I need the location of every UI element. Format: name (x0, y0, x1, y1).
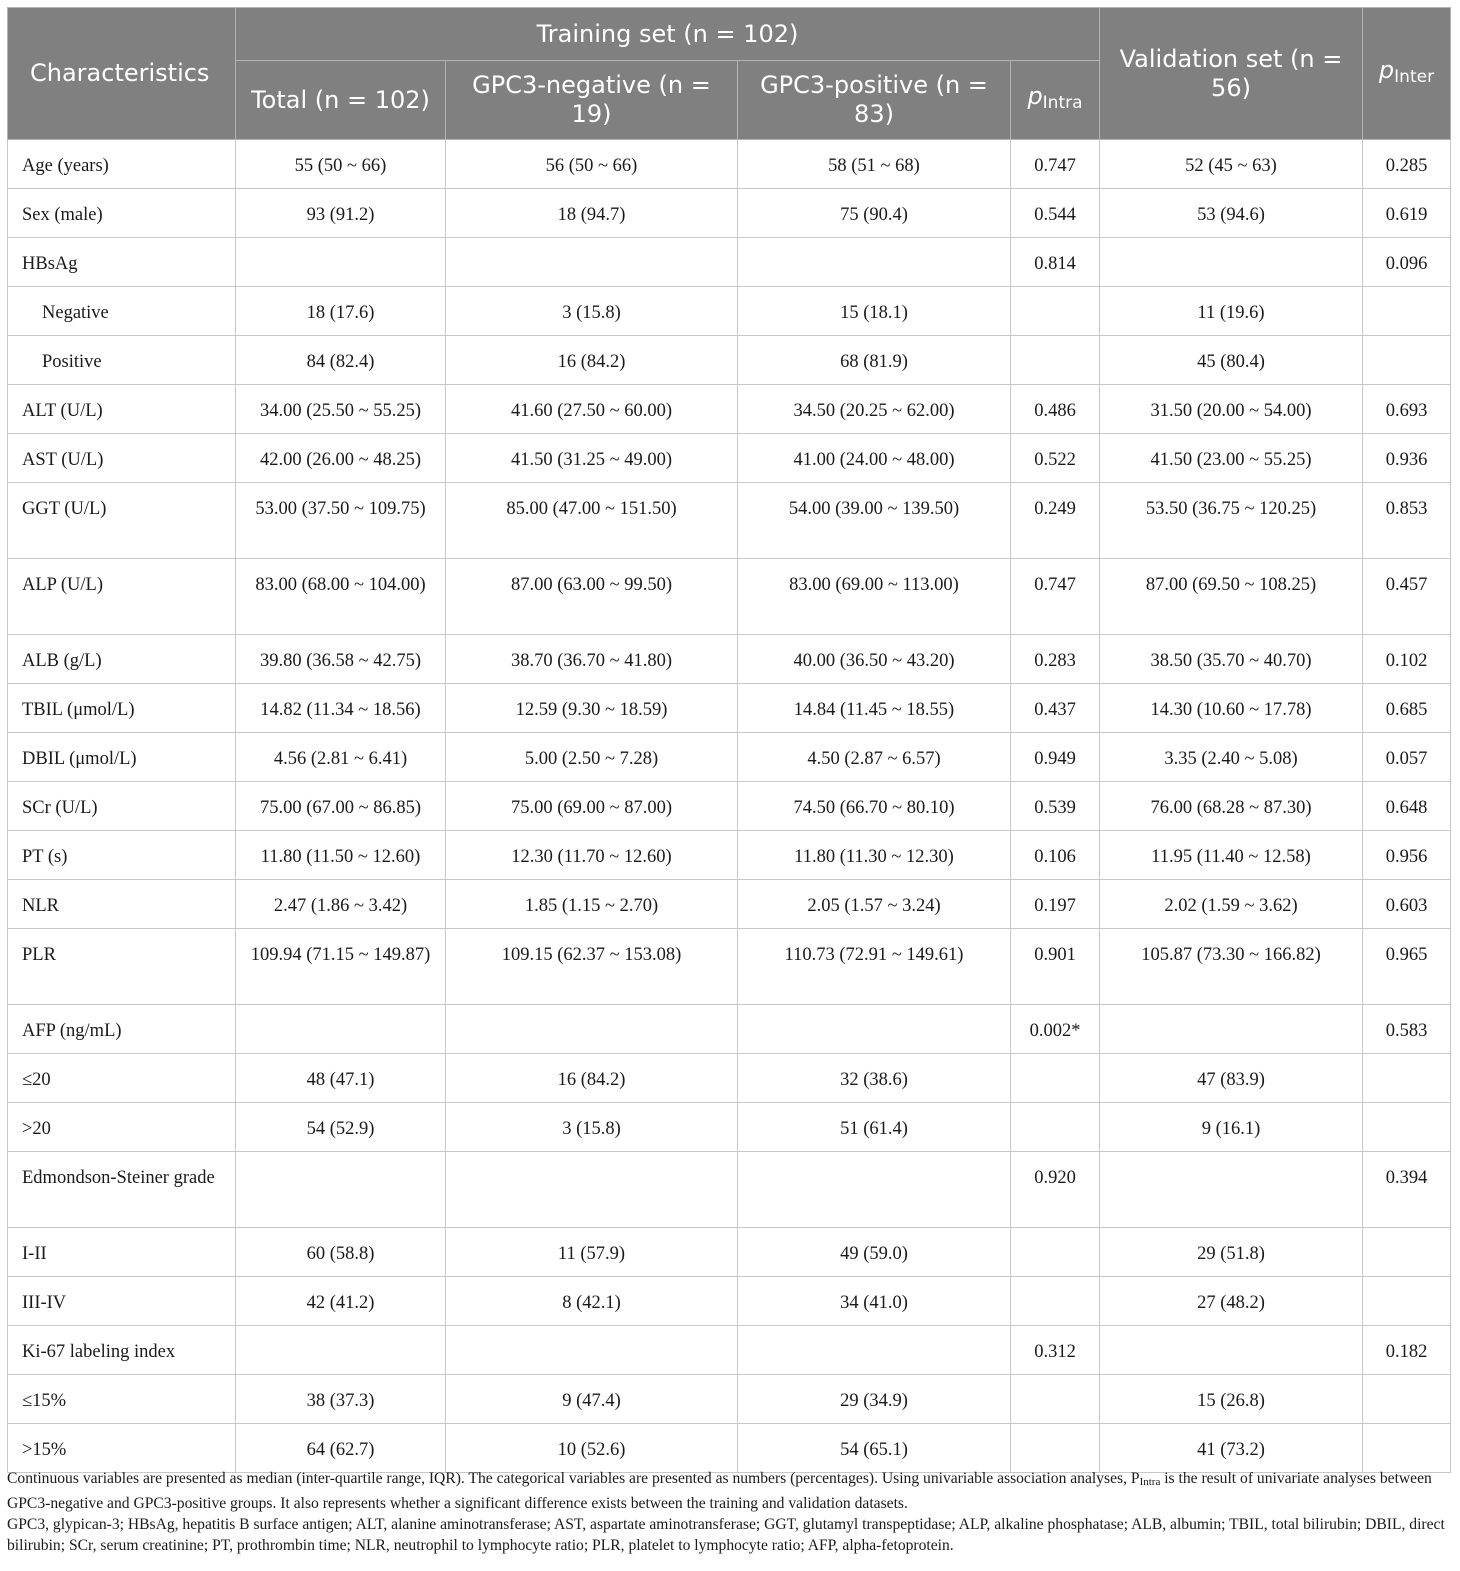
cell-p-intra: 0.486 (1011, 385, 1100, 434)
cell-gpc3-negative: 8 (42.1) (446, 1277, 738, 1326)
cell-p-inter: 0.648 (1363, 782, 1451, 831)
cell-gpc3-negative: 3 (15.8) (446, 287, 738, 336)
cell-gpc3-negative: 56 (50 ~ 66) (446, 140, 738, 189)
cell-total: 38 (37.3) (236, 1375, 446, 1424)
footnote-2: GPC3, glypican-3; HBsAg, hepatitis B surface antigen; ALT, alanine aminotransferase; AST, aspartate aminotransferase; GGT, glutamyl transpeptidase; ALP, alkaline phosphatase; ALB, albumin; TBIL, total bilirubin; DBIL, direct bilirubin; SCr, serum creatinine; PT, prothrombin time; NLR, neutrophil to lymphocyte ratio; PLR, platelet to lymphocyte ratio; AFP, alpha-fetoprotein. (7, 1516, 1445, 1554)
table-row (8, 287, 1451, 336)
row-label: Negative (8, 287, 236, 336)
cell-gpc3-negative: 1.85 (1.15 ~ 2.70) (446, 880, 738, 929)
cell-p-intra (1011, 1277, 1100, 1326)
cell-gpc3-positive: 54 (65.1) (738, 1424, 1011, 1473)
cell-p-intra: 0.106 (1011, 831, 1100, 880)
cell-total: 53.00 (37.50 ~ 109.75) (236, 483, 446, 559)
cell-validation: 9 (16.1) (1100, 1103, 1363, 1152)
cell-total: 11.80 (11.50 ~ 12.60) (236, 831, 446, 880)
cell-gpc3-positive: 49 (59.0) (738, 1228, 1011, 1277)
cell-p-intra: 0.747 (1011, 140, 1100, 189)
cell-validation: 52 (45 ~ 63) (1100, 140, 1363, 189)
row-label: ALP (U/L) (8, 559, 236, 635)
cell-p-intra: 0.437 (1011, 684, 1100, 733)
cell-validation: 76.00 (68.28 ~ 87.30) (1100, 782, 1363, 831)
cell-p-inter (1363, 1103, 1451, 1152)
header-p-intra (1011, 61, 1100, 140)
cell-p-intra: 0.901 (1011, 929, 1100, 1005)
cell-total: 60 (58.8) (236, 1228, 446, 1277)
footnote-1-sub: Intra (1139, 1476, 1161, 1488)
cell-total: 109.94 (71.15 ~ 149.87) (236, 929, 446, 1005)
row-label: ≤15% (8, 1375, 236, 1424)
table-row (8, 1277, 1451, 1326)
table-row (8, 483, 1451, 559)
cell-gpc3-positive: 34 (41.0) (738, 1277, 1011, 1326)
cell-gpc3-positive: 32 (38.6) (738, 1054, 1011, 1103)
cell-p-inter: 0.057 (1363, 733, 1451, 782)
cell-p-intra: 0.312 (1011, 1326, 1100, 1375)
cell-total: 34.00 (25.50 ~ 55.25) (236, 385, 446, 434)
p-letter: p (1378, 55, 1395, 84)
cell-p-intra: 0.920 (1011, 1152, 1100, 1228)
row-label: DBIL (μmol/L) (8, 733, 236, 782)
cell-p-inter: 0.096 (1363, 238, 1451, 287)
footnote-1-text-a: Continuous variables are presented as median (inter-quartile range, IQR). The categorical variables are presented as numbers (percentages). Using univariable association analyses, P (7, 1470, 1140, 1487)
row-label: PT (s) (8, 831, 236, 880)
table-row (8, 1375, 1451, 1424)
cell-p-intra: 0.949 (1011, 733, 1100, 782)
cell-p-intra: 0.539 (1011, 782, 1100, 831)
cell-p-inter: 0.394 (1363, 1152, 1451, 1228)
cell-total (236, 1152, 446, 1228)
cell-total: 48 (47.1) (236, 1054, 446, 1103)
cell-p-inter (1363, 1277, 1451, 1326)
cell-gpc3-negative: 11 (57.9) (446, 1228, 738, 1277)
cell-gpc3-positive: 74.50 (66.70 ~ 80.10) (738, 782, 1011, 831)
row-label: >20 (8, 1103, 236, 1152)
cell-gpc3-positive: 15 (18.1) (738, 287, 1011, 336)
table-row (8, 1103, 1451, 1152)
cell-validation: 53 (94.6) (1100, 189, 1363, 238)
cell-total: 14.82 (11.34 ~ 18.56) (236, 684, 446, 733)
table-row (8, 880, 1451, 929)
table-row (8, 336, 1451, 385)
cell-gpc3-negative (446, 1326, 738, 1375)
cell-gpc3-positive: 11.80 (11.30 ~ 12.30) (738, 831, 1011, 880)
row-label: ≤20 (8, 1054, 236, 1103)
cell-validation: 27 (48.2) (1100, 1277, 1363, 1326)
row-label: Positive (8, 336, 236, 385)
cell-total: 54 (52.9) (236, 1103, 446, 1152)
row-label: ALB (g/L) (8, 635, 236, 684)
cell-p-inter: 0.182 (1363, 1326, 1451, 1375)
table-row (8, 1152, 1451, 1228)
table-row (8, 733, 1451, 782)
cell-validation: 11 (19.6) (1100, 287, 1363, 336)
cell-total: 39.80 (36.58 ~ 42.75) (236, 635, 446, 684)
cell-gpc3-negative: 85.00 (47.00 ~ 151.50) (446, 483, 738, 559)
row-label: AFP (ng/mL) (8, 1005, 236, 1054)
cell-p-intra (1011, 1424, 1100, 1473)
cell-p-intra: 0.283 (1011, 635, 1100, 684)
cell-validation: 15 (26.8) (1100, 1375, 1363, 1424)
cell-gpc3-negative: 109.15 (62.37 ~ 153.08) (446, 929, 738, 1005)
table-container (7, 7, 1450, 1473)
table-row (8, 929, 1451, 1005)
row-label: NLR (8, 880, 236, 929)
row-label: GGT (U/L) (8, 483, 236, 559)
table-row (8, 782, 1451, 831)
cell-p-inter (1363, 1424, 1451, 1473)
cell-p-inter: 0.965 (1363, 929, 1451, 1005)
cell-p-intra (1011, 1228, 1100, 1277)
cell-p-intra (1011, 1375, 1100, 1424)
cell-gpc3-positive (738, 238, 1011, 287)
p-inter-sub: Inter (1394, 66, 1435, 87)
cell-p-inter (1363, 336, 1451, 385)
cell-p-inter: 0.936 (1363, 434, 1451, 483)
cell-validation: 105.87 (73.30 ~ 166.82) (1100, 929, 1363, 1005)
cell-total (236, 1005, 446, 1054)
cell-gpc3-negative: 10 (52.6) (446, 1424, 738, 1473)
header-gpc3-positive: GPC3-positive (n = 83) (738, 61, 1011, 140)
p-intra-sub: Intra (1042, 93, 1083, 113)
table-row (8, 1326, 1451, 1375)
cell-total: 2.47 (1.86 ~ 3.42) (236, 880, 446, 929)
cell-validation: 11.95 (11.40 ~ 12.58) (1100, 831, 1363, 880)
row-label: Age (years) (8, 140, 236, 189)
cell-gpc3-negative (446, 1005, 738, 1054)
cell-gpc3-positive: 68 (81.9) (738, 336, 1011, 385)
cell-gpc3-negative: 41.60 (27.50 ~ 60.00) (446, 385, 738, 434)
footnote-1-text-b: is the result of univariate analyses between GPC3-negative and GPC3-positive groups. It also represents whether a significant difference exists between the training and validation datasets. (7, 1470, 1432, 1512)
row-label: Edmondson-Steiner grade (8, 1152, 236, 1228)
cell-validation (1100, 1152, 1363, 1228)
cell-p-inter: 0.583 (1363, 1005, 1451, 1054)
cell-gpc3-positive: 14.84 (11.45 ~ 18.55) (738, 684, 1011, 733)
cell-p-intra: 0.814 (1011, 238, 1100, 287)
header-training-set: Training set (n = 102) (236, 8, 1100, 61)
table-footnotes (7, 1468, 1453, 1556)
cell-gpc3-negative: 3 (15.8) (446, 1103, 738, 1152)
cell-total: 84 (82.4) (236, 336, 446, 385)
cell-total: 64 (62.7) (236, 1424, 446, 1473)
table-row (8, 635, 1451, 684)
cell-gpc3-negative: 12.59 (9.30 ~ 18.59) (446, 684, 738, 733)
row-label: TBIL (μmol/L) (8, 684, 236, 733)
cell-validation: 31.50 (20.00 ~ 54.00) (1100, 385, 1363, 434)
cell-gpc3-positive (738, 1152, 1011, 1228)
cell-validation: 45 (80.4) (1100, 336, 1363, 385)
cell-total (236, 238, 446, 287)
cell-validation: 14.30 (10.60 ~ 17.78) (1100, 684, 1363, 733)
cell-validation: 3.35 (2.40 ~ 5.08) (1100, 733, 1363, 782)
cell-gpc3-positive: 41.00 (24.00 ~ 48.00) (738, 434, 1011, 483)
cell-validation: 29 (51.8) (1100, 1228, 1363, 1277)
cell-p-intra (1011, 1103, 1100, 1152)
cell-gpc3-positive: 2.05 (1.57 ~ 3.24) (738, 880, 1011, 929)
cell-total: 4.56 (2.81 ~ 6.41) (236, 733, 446, 782)
cell-p-inter: 0.285 (1363, 140, 1451, 189)
cell-gpc3-negative: 9 (47.4) (446, 1375, 738, 1424)
cell-gpc3-negative: 18 (94.7) (446, 189, 738, 238)
table-row (8, 1228, 1451, 1277)
cell-validation (1100, 1005, 1363, 1054)
cell-gpc3-negative: 41.50 (31.25 ~ 49.00) (446, 434, 738, 483)
cell-validation: 47 (83.9) (1100, 1054, 1363, 1103)
row-label: ALT (U/L) (8, 385, 236, 434)
cell-p-inter (1363, 1375, 1451, 1424)
footnote-1 (7, 1468, 1453, 1514)
cell-p-inter: 0.685 (1363, 684, 1451, 733)
cell-gpc3-positive: 40.00 (36.50 ~ 43.20) (738, 635, 1011, 684)
cell-gpc3-negative: 5.00 (2.50 ~ 7.28) (446, 733, 738, 782)
cell-p-inter: 0.102 (1363, 635, 1451, 684)
table-row (8, 559, 1451, 635)
cell-validation (1100, 238, 1363, 287)
cell-validation (1100, 1326, 1363, 1375)
cell-p-intra: 0.249 (1011, 483, 1100, 559)
cell-total: 75.00 (67.00 ~ 86.85) (236, 782, 446, 831)
header-validation-set: Validation set (n = 56) (1100, 8, 1363, 140)
row-label: PLR (8, 929, 236, 1005)
cell-p-intra: 0.197 (1011, 880, 1100, 929)
table-row (8, 238, 1451, 287)
cell-gpc3-positive: 4.50 (2.87 ~ 6.57) (738, 733, 1011, 782)
cell-total: 55 (50 ~ 66) (236, 140, 446, 189)
cell-total: 42.00 (26.00 ~ 48.25) (236, 434, 446, 483)
cell-p-inter: 0.853 (1363, 483, 1451, 559)
cell-total: 83.00 (68.00 ~ 104.00) (236, 559, 446, 635)
table-row (8, 1054, 1451, 1103)
cell-p-intra (1011, 1054, 1100, 1103)
header-total: Total (n = 102) (236, 61, 446, 140)
header-row-1 (8, 8, 1451, 61)
cell-total: 93 (91.2) (236, 189, 446, 238)
row-label: SCr (U/L) (8, 782, 236, 831)
cell-gpc3-positive (738, 1326, 1011, 1375)
cell-p-intra: 0.522 (1011, 434, 1100, 483)
cell-p-intra (1011, 336, 1100, 385)
characteristics-table (7, 7, 1451, 1473)
table-row (8, 434, 1451, 483)
p-letter: p (1027, 82, 1043, 110)
cell-total (236, 1326, 446, 1375)
cell-gpc3-positive: 83.00 (69.00 ~ 113.00) (738, 559, 1011, 635)
cell-p-inter: 0.956 (1363, 831, 1451, 880)
row-label: HBsAg (8, 238, 236, 287)
cell-gpc3-positive: 110.73 (72.91 ~ 149.61) (738, 929, 1011, 1005)
cell-gpc3-negative: 12.30 (11.70 ~ 12.60) (446, 831, 738, 880)
cell-gpc3-negative: 16 (84.2) (446, 1054, 738, 1103)
cell-gpc3-negative: 38.70 (36.70 ~ 41.80) (446, 635, 738, 684)
cell-p-inter (1363, 287, 1451, 336)
cell-p-inter (1363, 1054, 1451, 1103)
cell-gpc3-positive: 51 (61.4) (738, 1103, 1011, 1152)
cell-total: 18 (17.6) (236, 287, 446, 336)
cell-p-inter: 0.619 (1363, 189, 1451, 238)
row-label: III-IV (8, 1277, 236, 1326)
cell-gpc3-positive: 29 (34.9) (738, 1375, 1011, 1424)
row-label: I-II (8, 1228, 236, 1277)
table-body (8, 140, 1451, 1473)
cell-validation: 53.50 (36.75 ~ 120.25) (1100, 483, 1363, 559)
table-row (8, 140, 1451, 189)
cell-gpc3-positive: 58 (51 ~ 68) (738, 140, 1011, 189)
cell-gpc3-positive (738, 1005, 1011, 1054)
table-row (8, 189, 1451, 238)
cell-validation: 2.02 (1.59 ~ 3.62) (1100, 880, 1363, 929)
cell-p-intra: 0.002* (1011, 1005, 1100, 1054)
cell-gpc3-negative (446, 1152, 738, 1228)
cell-gpc3-positive: 75 (90.4) (738, 189, 1011, 238)
cell-p-inter: 0.457 (1363, 559, 1451, 635)
table-header (8, 8, 1451, 140)
row-label: AST (U/L) (8, 434, 236, 483)
cell-p-intra: 0.747 (1011, 559, 1100, 635)
header-p-inter (1363, 8, 1451, 140)
cell-gpc3-positive: 54.00 (39.00 ~ 139.50) (738, 483, 1011, 559)
cell-p-inter: 0.603 (1363, 880, 1451, 929)
cell-gpc3-negative: 16 (84.2) (446, 336, 738, 385)
cell-gpc3-positive: 34.50 (20.25 ~ 62.00) (738, 385, 1011, 434)
cell-total: 42 (41.2) (236, 1277, 446, 1326)
table-row (8, 1005, 1451, 1054)
cell-p-intra: 0.544 (1011, 189, 1100, 238)
cell-validation: 41 (73.2) (1100, 1424, 1363, 1473)
cell-validation: 87.00 (69.50 ~ 108.25) (1100, 559, 1363, 635)
cell-p-inter: 0.693 (1363, 385, 1451, 434)
cell-gpc3-negative (446, 238, 738, 287)
cell-gpc3-negative: 87.00 (63.00 ~ 99.50) (446, 559, 738, 635)
row-label: Ki-67 labeling index (8, 1326, 236, 1375)
cell-p-intra (1011, 287, 1100, 336)
cell-gpc3-negative: 75.00 (69.00 ~ 87.00) (446, 782, 738, 831)
table-row (8, 385, 1451, 434)
table-row (8, 684, 1451, 733)
header-characteristics: Characteristics (8, 8, 236, 140)
cell-validation: 41.50 (23.00 ~ 55.25) (1100, 434, 1363, 483)
cell-p-inter (1363, 1228, 1451, 1277)
header-gpc3-negative: GPC3-negative (n = 19) (446, 61, 738, 140)
table-row (8, 831, 1451, 880)
table-row (8, 1424, 1451, 1473)
cell-validation: 38.50 (35.70 ~ 40.70) (1100, 635, 1363, 684)
row-label: >15% (8, 1424, 236, 1473)
row-label: Sex (male) (8, 189, 236, 238)
